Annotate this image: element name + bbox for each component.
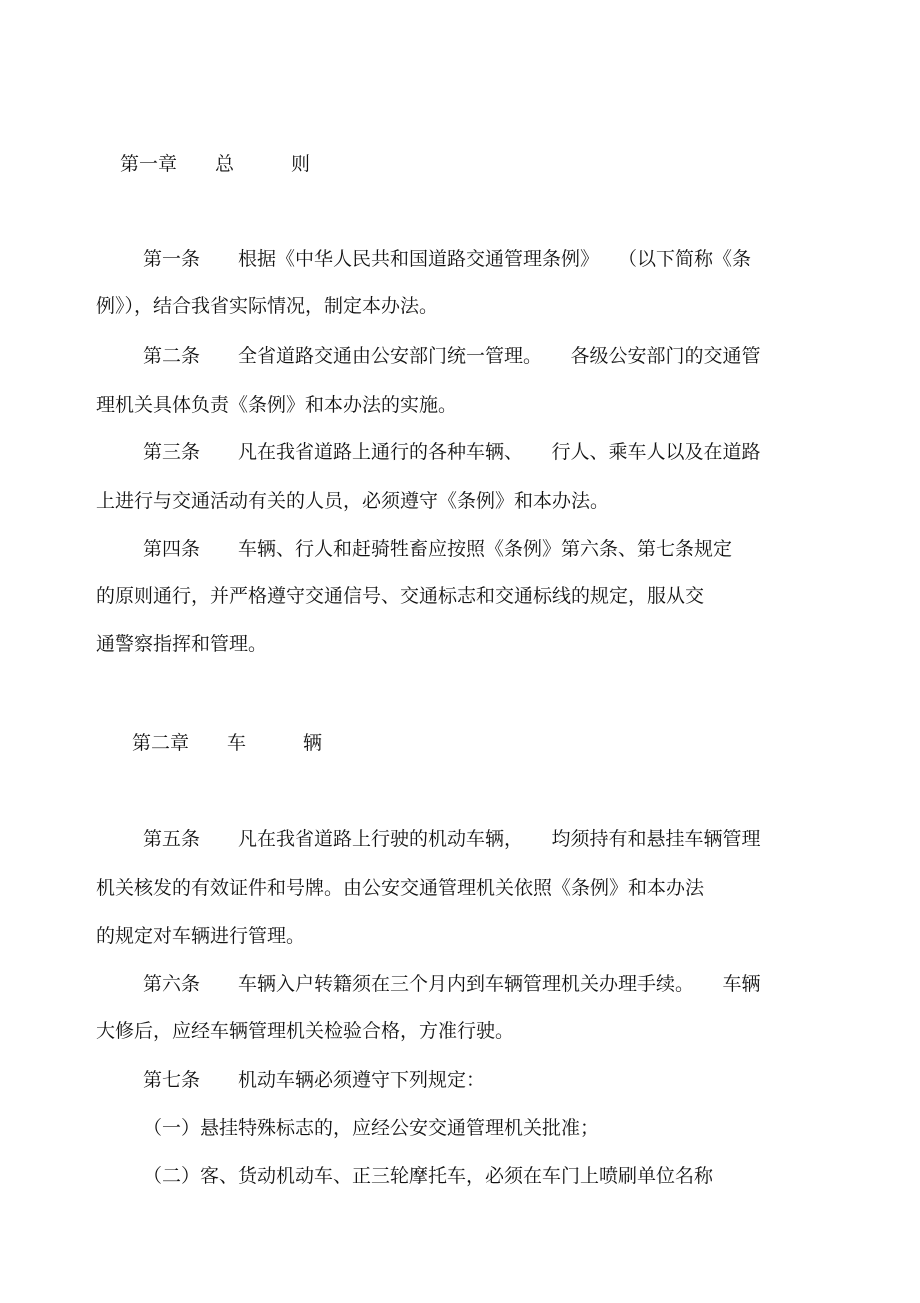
article-6-line-1: 第六条 车辆入户转籍须在三个月内到车辆管理机关办理手续。 车辆 bbox=[143, 973, 761, 995]
article-4-line-1: 第四条 车辆、行人和赶骑牲畜应按照《条例》第六条、第七条规定 bbox=[143, 538, 733, 560]
article-3-line-2: 上进行与交通活动有关的人员，必须遵守《条例》和本办法。 bbox=[96, 490, 610, 512]
chapter-1-heading: 第一章 总 则 bbox=[120, 153, 311, 175]
article-7-item-2: （二）客、货动机动车、正三轮摩托车，必须在车门上喷刷单位名称 bbox=[143, 1165, 714, 1187]
article-1-line-1: 第一条 根据《中华人民共和国道路交通管理条例》 （以下简称《条 bbox=[143, 248, 752, 270]
article-7-line-1: 第七条 机动车辆必须遵守下列规定： bbox=[143, 1069, 486, 1091]
article-4-line-3: 通警察指挥和管理。 bbox=[96, 633, 268, 655]
article-4-line-2: 的原则通行，并严格遵守交通信号、交通标志和交通标线的规定，服从交 bbox=[96, 585, 705, 607]
article-6-line-2: 大修后，应经车辆管理机关检验合格，方准行驶。 bbox=[96, 1020, 515, 1042]
article-5-line-3: 的规定对车辆进行管理。 bbox=[96, 925, 306, 947]
article-5-line-1: 第五条 凡在我省道路上行驶的机动车辆， 均须持有和悬挂车辆管理 bbox=[143, 828, 761, 850]
article-7-item-1: （一）悬挂特殊标志的，应经公安交通管理机关批准； bbox=[143, 1117, 600, 1139]
article-2-line-2: 理机关具体负责《条例》和本办法的实施。 bbox=[96, 394, 458, 416]
article-3-line-1: 第三条 凡在我省道路上通行的各种车辆、 行人、乘车人以及在道路 bbox=[143, 441, 761, 463]
article-2-line-1: 第二条 全省道路交通由公安部门统一管理。 各级公安部门的交通管 bbox=[143, 345, 761, 367]
article-5-line-2: 机关核发的有效证件和号牌。由公安交通管理机关依照《条例》和本办法 bbox=[96, 877, 705, 899]
article-1-line-2: 例》），结合我省实际情况，制定本办法。 bbox=[96, 295, 439, 317]
chapter-2-heading: 第二章 车 辆 bbox=[132, 732, 323, 754]
